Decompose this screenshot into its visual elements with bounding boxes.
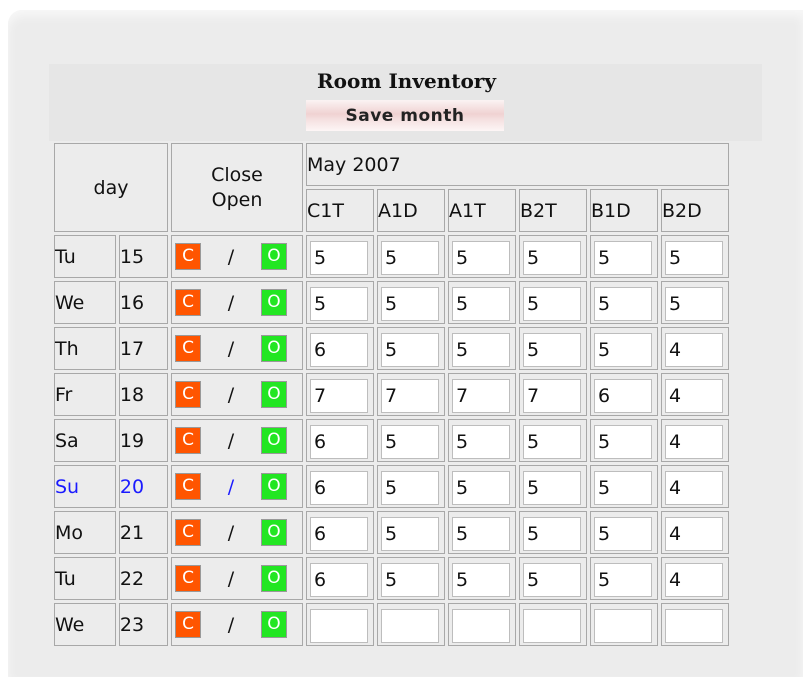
inventory-cell — [448, 465, 516, 508]
day-name: Su — [54, 465, 116, 508]
table-row — [54, 281, 729, 324]
inventory-cell — [448, 281, 516, 324]
save-month-button[interactable]: Save month — [306, 100, 504, 131]
day-number: 15 — [119, 235, 168, 278]
inventory-cell — [661, 603, 729, 646]
inventory-input-c1t[interactable] — [310, 379, 368, 413]
inventory-input-b1d[interactable] — [594, 379, 652, 413]
table-row — [54, 603, 729, 646]
separator-slash: / — [227, 383, 235, 406]
inventory-cell — [519, 419, 587, 462]
separator-slash: / — [227, 567, 235, 590]
table-row — [54, 465, 729, 508]
inventory-input-b2t[interactable] — [523, 517, 581, 551]
inventory-cell — [377, 557, 445, 600]
close-open-controls — [172, 611, 302, 638]
inventory-input-b2t[interactable] — [523, 379, 581, 413]
close-button[interactable]: C — [175, 565, 201, 592]
close-open-cell — [171, 465, 303, 508]
inventory-cell — [448, 235, 516, 278]
inventory-cell — [519, 511, 587, 554]
inventory-cell — [377, 327, 445, 370]
inventory-cell — [377, 281, 445, 324]
inventory-input-a1t[interactable] — [452, 379, 510, 413]
separator-slash: / — [227, 337, 235, 360]
inventory-input-c1t[interactable] — [310, 517, 368, 551]
inventory-cell — [590, 373, 658, 416]
inventory-cell — [519, 281, 587, 324]
close-open-cell — [171, 511, 303, 554]
inventory-cell — [590, 281, 658, 324]
inventory-input-b1d[interactable] — [594, 517, 652, 551]
room-header-b2d: B2D — [661, 189, 729, 232]
open-button[interactable]: O — [261, 519, 287, 546]
close-open-cell — [171, 419, 303, 462]
inventory-input-c1t[interactable] — [310, 563, 368, 597]
close-open-controls — [172, 243, 302, 270]
separator-slash: / — [227, 475, 235, 498]
inventory-cell — [519, 603, 587, 646]
table-row — [54, 327, 729, 370]
inventory-cell — [661, 281, 729, 324]
inventory-cell — [448, 373, 516, 416]
inventory-input-a1d[interactable] — [381, 471, 439, 505]
inventory-input-a1d[interactable] — [381, 563, 439, 597]
inventory-input-b2d[interactable] — [665, 563, 723, 597]
close-button[interactable]: C — [175, 519, 201, 546]
day-number: 21 — [119, 511, 168, 554]
close-open-cell — [171, 373, 303, 416]
inventory-cell — [661, 511, 729, 554]
inventory-input-a1d[interactable] — [381, 517, 439, 551]
separator-slash: / — [227, 429, 235, 452]
inventory-cell — [661, 557, 729, 600]
inventory-cell — [306, 327, 374, 370]
inventory-cell — [661, 327, 729, 370]
day-name: Fr — [54, 373, 116, 416]
inventory-input-b1d[interactable] — [594, 563, 652, 597]
table-row — [54, 557, 729, 600]
close-button[interactable]: C — [175, 473, 201, 500]
inventory-input-b2d[interactable] — [665, 425, 723, 459]
inventory-input-b1d[interactable] — [594, 471, 652, 505]
day-name: Mo — [54, 511, 116, 554]
inventory-cell — [590, 235, 658, 278]
inventory-cell — [448, 419, 516, 462]
room-header-c1t: C1T — [306, 189, 374, 232]
inventory-cell — [377, 511, 445, 554]
inventory-input-b2d[interactable] — [665, 287, 723, 321]
inventory-cell — [590, 557, 658, 600]
day-number: 23 — [119, 603, 168, 646]
inventory-input-c1t[interactable] — [310, 287, 368, 321]
room-header-b2t: B2T — [519, 189, 587, 232]
inventory-input-a1t[interactable] — [452, 287, 510, 321]
inventory-input-a1t[interactable] — [452, 425, 510, 459]
inventory-input-b2t[interactable] — [523, 471, 581, 505]
inventory-cell — [306, 373, 374, 416]
inventory-input-b1d[interactable] — [594, 425, 652, 459]
inventory-input-b1d[interactable] — [594, 333, 652, 367]
inventory-input-b1d[interactable] — [594, 609, 652, 643]
inventory-table — [51, 140, 732, 649]
open-button[interactable]: O — [261, 611, 287, 638]
inventory-input-a1t[interactable] — [452, 333, 510, 367]
separator-slash: / — [227, 613, 235, 636]
inventory-input-c1t[interactable] — [310, 471, 368, 505]
inventory-cell — [377, 465, 445, 508]
open-button[interactable]: O — [261, 335, 287, 362]
close-open-cell — [171, 281, 303, 324]
inventory-input-b2d[interactable] — [665, 609, 723, 643]
inventory-cell — [519, 235, 587, 278]
close-button[interactable]: C — [175, 289, 201, 316]
inventory-input-b2t[interactable] — [523, 563, 581, 597]
day-name: We — [54, 281, 116, 324]
day-header: day — [54, 143, 168, 232]
separator-slash: / — [227, 521, 235, 544]
inventory-input-a1d[interactable] — [381, 333, 439, 367]
inventory-input-b2d[interactable] — [665, 379, 723, 413]
close-open-controls — [172, 289, 302, 316]
close-open-header — [171, 143, 303, 232]
close-open-cell — [171, 603, 303, 646]
inventory-cell — [306, 557, 374, 600]
open-button[interactable]: O — [261, 381, 287, 408]
table-row — [54, 419, 729, 462]
inventory-cell — [590, 465, 658, 508]
inventory-input-b2t[interactable] — [523, 287, 581, 321]
close-open-cell — [171, 327, 303, 370]
inventory-input-b2t[interactable] — [523, 241, 581, 275]
inventory-input-a1d[interactable] — [381, 609, 439, 643]
inventory-cell — [590, 511, 658, 554]
inventory-input-b2d[interactable] — [665, 517, 723, 551]
inventory-input-a1t[interactable] — [452, 241, 510, 275]
inventory-cell — [306, 465, 374, 508]
close-open-controls — [172, 381, 302, 408]
inventory-cell — [306, 235, 374, 278]
day-number: 18 — [119, 373, 168, 416]
close-open-controls — [172, 519, 302, 546]
inventory-input-a1t[interactable] — [452, 517, 510, 551]
month-header: May 2007 — [306, 143, 729, 186]
inventory-cell — [519, 465, 587, 508]
inventory-input-b2d[interactable] — [665, 241, 723, 275]
inventory-input-a1d[interactable] — [381, 379, 439, 413]
inventory-cell — [519, 373, 587, 416]
close-button[interactable]: C — [175, 611, 201, 638]
open-button[interactable]: O — [261, 473, 287, 500]
inventory-input-b1d[interactable] — [594, 287, 652, 321]
inventory-cell — [448, 511, 516, 554]
close-open-controls — [172, 565, 302, 592]
header-row — [54, 143, 729, 186]
inventory-input-a1d[interactable] — [381, 425, 439, 459]
close-button[interactable]: C — [175, 427, 201, 454]
inventory-cell — [377, 603, 445, 646]
inventory-cell — [448, 557, 516, 600]
inventory-input-b1d[interactable] — [594, 241, 652, 275]
inventory-cell — [590, 419, 658, 462]
inventory-input-b2d[interactable] — [665, 471, 723, 505]
close-open-cell — [171, 557, 303, 600]
day-name: We — [54, 603, 116, 646]
inventory-input-b2t[interactable] — [523, 609, 581, 643]
day-number: 16 — [119, 281, 168, 324]
day-name: Tu — [54, 557, 116, 600]
page-title: Room Inventory — [317, 69, 496, 93]
inventory-cell — [377, 419, 445, 462]
day-name: Sa — [54, 419, 116, 462]
inventory-cell — [448, 327, 516, 370]
open-button[interactable]: O — [261, 289, 287, 316]
inventory-input-b2t[interactable] — [523, 425, 581, 459]
inventory-input-a1d[interactable] — [381, 287, 439, 321]
inventory-cell — [448, 603, 516, 646]
close-open-controls — [172, 473, 302, 500]
inventory-cell — [661, 373, 729, 416]
separator-slash: / — [227, 291, 235, 314]
inventory-cell — [377, 235, 445, 278]
inventory-input-a1t[interactable] — [452, 609, 510, 643]
inventory-input-c1t[interactable] — [310, 333, 368, 367]
open-button[interactable]: O — [261, 565, 287, 592]
inventory-cell — [306, 603, 374, 646]
table-row — [54, 235, 729, 278]
close-open-controls — [172, 335, 302, 362]
inventory-cell — [306, 419, 374, 462]
table-row — [54, 511, 729, 554]
room-header-b1d: B1D — [590, 189, 658, 232]
inventory-cell — [661, 235, 729, 278]
day-number: 19 — [119, 419, 168, 462]
inventory-input-c1t[interactable] — [310, 609, 368, 643]
open-header-label: Open — [211, 188, 263, 211]
inventory-input-a1t[interactable] — [452, 471, 510, 505]
close-button[interactable]: C — [175, 243, 201, 270]
inventory-cell — [306, 511, 374, 554]
room-header-a1d: A1D — [377, 189, 445, 232]
close-button[interactable]: C — [175, 381, 201, 408]
inventory-input-b2t[interactable] — [523, 333, 581, 367]
room-header-a1t: A1T — [448, 189, 516, 232]
inventory-input-c1t[interactable] — [310, 241, 368, 275]
separator-slash: / — [227, 245, 235, 268]
day-number: 22 — [119, 557, 168, 600]
close-header-label: Close — [211, 163, 263, 186]
day-number: 17 — [119, 327, 168, 370]
inventory-input-a1t[interactable] — [452, 563, 510, 597]
inventory-cell — [590, 603, 658, 646]
inventory-cell — [306, 281, 374, 324]
inventory-cell — [519, 557, 587, 600]
close-open-cell — [171, 235, 303, 278]
open-button[interactable]: O — [261, 427, 287, 454]
inventory-input-a1d[interactable] — [381, 241, 439, 275]
day-name: Th — [54, 327, 116, 370]
day-name: Tu — [54, 235, 116, 278]
close-open-controls — [172, 427, 302, 454]
inventory-input-c1t[interactable] — [310, 425, 368, 459]
inventory-cell — [661, 465, 729, 508]
inventory-cell — [377, 373, 445, 416]
inventory-cell — [519, 327, 587, 370]
table-row — [54, 373, 729, 416]
inventory-cell — [590, 327, 658, 370]
close-button[interactable]: C — [175, 335, 201, 362]
inventory-input-b2d[interactable] — [665, 333, 723, 367]
open-button[interactable]: O — [261, 243, 287, 270]
day-number: 20 — [119, 465, 168, 508]
inventory-cell — [661, 419, 729, 462]
